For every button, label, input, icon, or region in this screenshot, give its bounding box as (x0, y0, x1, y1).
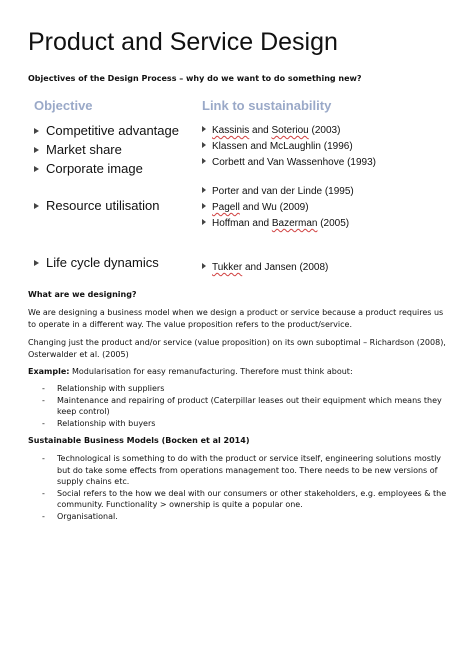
objective-item: Competitive advantage (34, 123, 179, 138)
bullet-triangle-icon (202, 187, 206, 193)
bullet-triangle-icon (34, 166, 39, 172)
sustainability-reference: Porter and van der Linde (1995) (202, 186, 354, 197)
list-item: - Technological is something to do with the product or service itself, engineering solutions mostly but do take some effects from operations management too. There needs to be new versions of supply chains etc. (42, 454, 442, 486)
list-item: - Relationship with suppliers (42, 384, 165, 393)
bullet-triangle-icon (202, 126, 206, 132)
list-item: - Relationship with buyers (42, 418, 156, 428)
bullet-triangle-icon (202, 142, 206, 148)
sustainability-reference: Kassinis and Soteriou (2003) (202, 125, 340, 136)
example-dash-list (42, 383, 452, 429)
sustainability-reference: Pagell and Wu (2009) (202, 202, 309, 213)
paragraph: We are designing a business model when we design a product or service because a product requires us to operate in a different way. The value proposition refers to the product/service. (28, 308, 444, 329)
section-subtitle: Objectives of the Design Process – why do we want to do something new? (28, 74, 362, 83)
section-heading-designing: What are we designing? (28, 290, 137, 299)
page-title: Product and Service Design (28, 28, 338, 56)
objective-item: Corporate image (34, 161, 143, 176)
list-item: - Social refers to the how we deal with our consumers or other stakeholders, e.g. employees & the community. Functionality > ownership is quite a popular one. (42, 488, 447, 509)
section-heading-sbm: Sustainable Business Models (Bocken et al 2014) (28, 436, 250, 445)
bullet-triangle-icon (34, 260, 39, 266)
sustainability-reference: Tukker and Jansen (2008) (202, 262, 328, 273)
sbm-dash-list (42, 453, 452, 522)
objective-column-header: Objective (34, 98, 93, 113)
example-line: Example: Modularisation for easy remanufacturing. Therefore must think about: (28, 367, 353, 376)
objective-item: Market share (34, 142, 122, 157)
objective-item: Resource utilisation (34, 198, 159, 213)
bullet-triangle-icon (34, 147, 39, 153)
sustainability-reference: Corbett and Van Wassenhove (1993) (202, 157, 376, 168)
bullet-triangle-icon (34, 203, 39, 209)
bullet-triangle-icon (202, 263, 206, 269)
bullet-triangle-icon (202, 219, 206, 225)
sustainability-reference: Klassen and McLaughlin (1996) (202, 141, 353, 152)
bullet-triangle-icon (34, 128, 39, 134)
bullet-triangle-icon (202, 158, 206, 164)
list-item: - Organisational. (42, 511, 118, 521)
objective-item: Life cycle dynamics (34, 255, 159, 270)
bullet-triangle-icon (202, 203, 206, 209)
paragraph: Changing just the product and/or service (value proposition) on its own suboptimal – Richardson (2008), Osterwalder et al. (2005) (28, 338, 446, 359)
link-column-header: Link to sustainability (202, 98, 332, 113)
sustainability-reference: Hoffman and Bazerman (2005) (202, 218, 349, 229)
list-item: - Maintenance and repairing of product (Caterpillar leases out their equipment which means they keep control) (42, 395, 442, 416)
